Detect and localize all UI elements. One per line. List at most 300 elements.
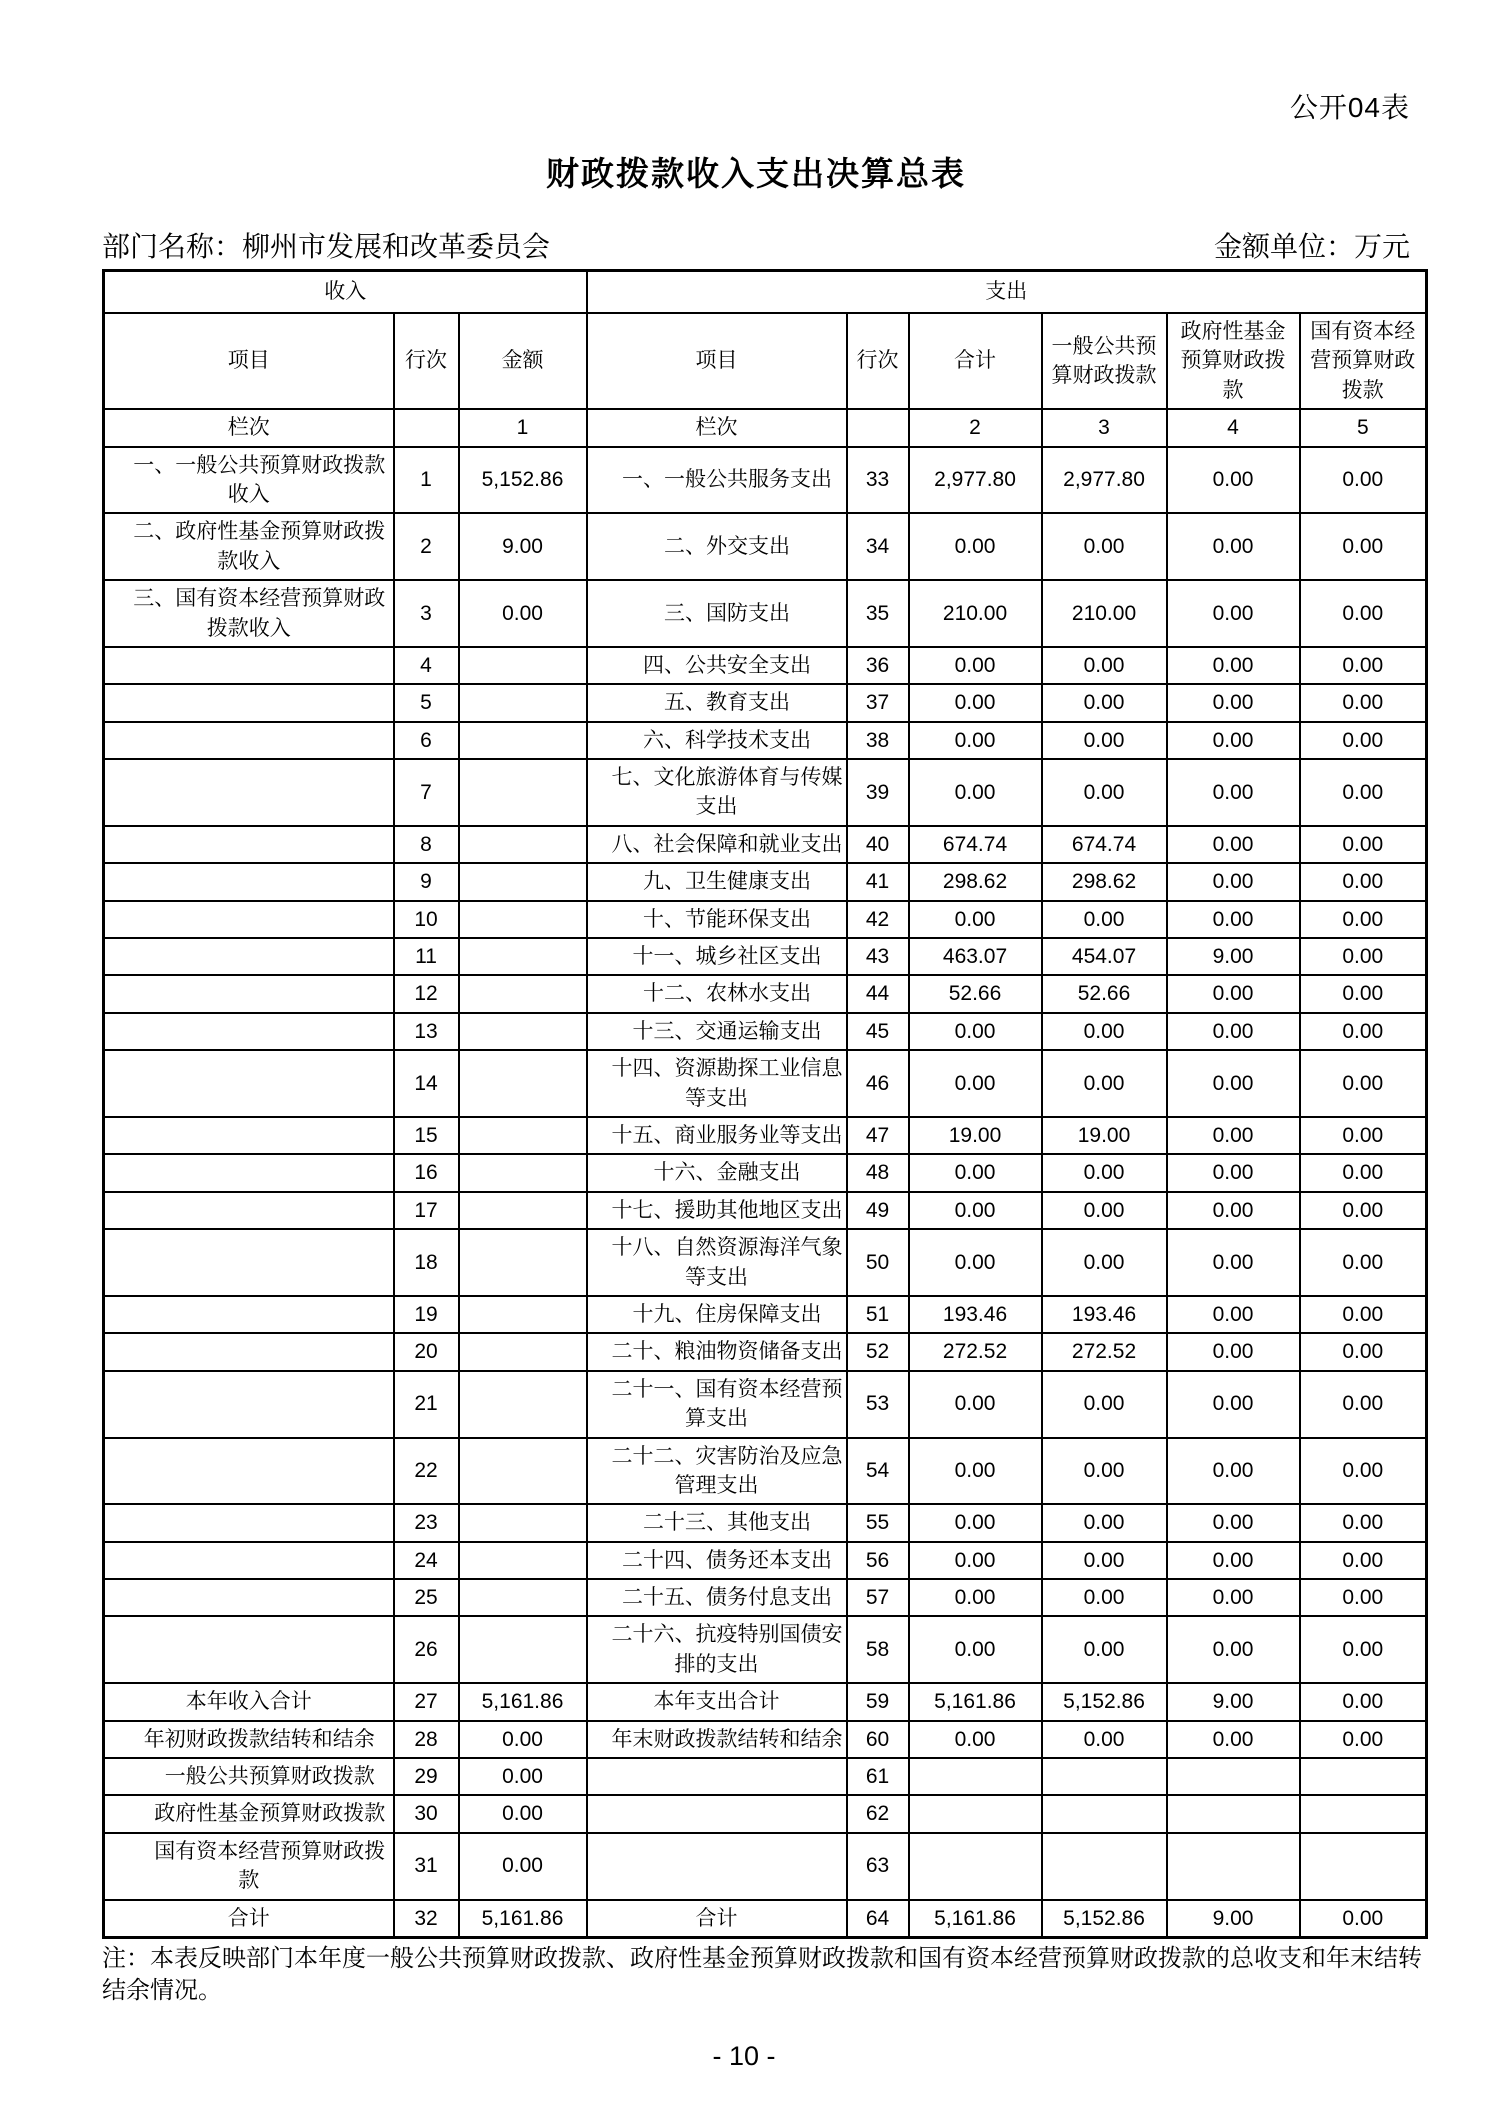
expenditure-state-capital-cell: 0.00 (1300, 975, 1427, 1012)
income-amount-cell: 0.00 (459, 1833, 587, 1900)
col-header-state-capital: 国有资本经营预算财政拨款 (1300, 313, 1427, 409)
expenditure-general-budget-cell: 0.00 (1042, 1154, 1167, 1191)
col-header-exp-item: 项目 (587, 313, 847, 409)
expenditure-item-cell (587, 1833, 847, 1900)
expenditure-total-cell: 0.00 (909, 684, 1042, 721)
income-amount-cell: 5,152.86 (459, 447, 587, 514)
expenditure-state-capital-cell: 0.00 (1300, 684, 1427, 721)
expenditure-general-budget-cell: 0.00 (1042, 759, 1167, 826)
col-header-income-rowno: 行次 (394, 313, 459, 409)
income-item-cell (104, 1616, 394, 1683)
expenditure-item-cell: 四、公共安全支出 (587, 647, 847, 684)
expenditure-total-cell: 0.00 (909, 1579, 1042, 1616)
income-item-cell: 三、国有资本经营预算财政拨款收入 (104, 580, 394, 647)
index-cell (394, 409, 459, 446)
expenditure-rowno-cell: 49 (847, 1192, 909, 1229)
expenditure-total-cell: 0.00 (909, 513, 1042, 580)
expenditure-state-capital-cell (1300, 1758, 1427, 1795)
expenditure-rowno-cell: 47 (847, 1117, 909, 1154)
expenditure-gov-fund-cell: 0.00 (1167, 1542, 1300, 1579)
expenditure-general-budget-cell: 0.00 (1042, 1013, 1167, 1050)
expenditure-total-cell: 0.00 (909, 1542, 1042, 1579)
income-section-header: 收入 (104, 271, 587, 314)
expenditure-rowno-cell: 57 (847, 1579, 909, 1616)
table-row (104, 1795, 1427, 1832)
expenditure-state-capital-cell: 0.00 (1300, 1050, 1427, 1117)
expenditure-rowno-cell: 60 (847, 1721, 909, 1758)
income-amount-cell: 5,161.86 (459, 1900, 587, 1938)
income-amount-cell: 5,161.86 (459, 1683, 587, 1720)
table-row (104, 1683, 1427, 1720)
expenditure-gov-fund-cell: 0.00 (1167, 447, 1300, 514)
income-amount-cell (459, 1050, 587, 1117)
table-row (104, 759, 1427, 826)
expenditure-general-budget-cell: 0.00 (1042, 513, 1167, 580)
index-cell: 1 (459, 409, 587, 446)
expenditure-rowno-cell: 39 (847, 759, 909, 826)
index-cell: 3 (1042, 409, 1167, 446)
income-item-cell (104, 1579, 394, 1616)
expenditure-state-capital-cell: 0.00 (1300, 722, 1427, 759)
expenditure-total-cell: 19.00 (909, 1117, 1042, 1154)
expenditure-gov-fund-cell: 0.00 (1167, 1154, 1300, 1191)
income-item-cell (104, 826, 394, 863)
expenditure-rowno-cell: 59 (847, 1683, 909, 1720)
expenditure-state-capital-cell: 0.00 (1300, 1154, 1427, 1191)
table-row (104, 901, 1427, 938)
expenditure-general-budget-cell: 0.00 (1042, 647, 1167, 684)
expenditure-item-cell (587, 1758, 847, 1795)
expenditure-gov-fund-cell: 0.00 (1167, 1438, 1300, 1505)
income-item-cell: 一般公共预算财政拨款 (104, 1758, 394, 1795)
table-row (104, 938, 1427, 975)
expenditure-item-cell: 二、外交支出 (587, 513, 847, 580)
expenditure-gov-fund-cell: 0.00 (1167, 1117, 1300, 1154)
income-item-cell (104, 1013, 394, 1050)
expenditure-gov-fund-cell: 0.00 (1167, 863, 1300, 900)
expenditure-state-capital-cell: 0.00 (1300, 863, 1427, 900)
expenditure-total-cell: 5,161.86 (909, 1683, 1042, 1720)
income-amount-cell (459, 1296, 587, 1333)
table-row (104, 863, 1427, 900)
expenditure-general-budget-cell: 674.74 (1042, 826, 1167, 863)
expenditure-item-cell: 五、教育支出 (587, 684, 847, 721)
expenditure-rowno-cell: 48 (847, 1154, 909, 1191)
income-item-cell (104, 647, 394, 684)
table-row (104, 1013, 1427, 1050)
table-row (104, 826, 1427, 863)
expenditure-gov-fund-cell: 0.00 (1167, 1050, 1300, 1117)
expenditure-rowno-cell: 38 (847, 722, 909, 759)
expenditure-item-cell: 十七、援助其他地区支出 (587, 1192, 847, 1229)
expenditure-total-cell (909, 1758, 1042, 1795)
expenditure-total-cell: 2,977.80 (909, 447, 1042, 514)
income-item-cell (104, 1229, 394, 1296)
expenditure-state-capital-cell: 0.00 (1300, 1616, 1427, 1683)
income-amount-cell (459, 1504, 587, 1541)
income-rowno-cell: 24 (394, 1542, 459, 1579)
expenditure-item-cell: 一、一般公共服务支出 (587, 447, 847, 514)
income-item-cell: 一、一般公共预算财政拨款收入 (104, 447, 394, 514)
expenditure-gov-fund-cell (1167, 1833, 1300, 1900)
expenditure-general-budget-cell: 0.00 (1042, 1229, 1167, 1296)
expenditure-general-budget-cell: 210.00 (1042, 580, 1167, 647)
income-amount-cell: 0.00 (459, 1795, 587, 1832)
expenditure-rowno-cell: 61 (847, 1758, 909, 1795)
table-row (104, 513, 1427, 580)
table-row (104, 1050, 1427, 1117)
income-item-cell (104, 1154, 394, 1191)
table-row (104, 447, 1427, 514)
table-row (104, 1229, 1427, 1296)
expenditure-state-capital-cell (1300, 1795, 1427, 1832)
expenditure-gov-fund-cell: 0.00 (1167, 1296, 1300, 1333)
income-item-cell (104, 1438, 394, 1505)
income-amount-cell (459, 975, 587, 1012)
income-amount-cell (459, 1438, 587, 1505)
income-rowno-cell: 28 (394, 1721, 459, 1758)
expenditure-item-cell: 十八、自然资源海洋气象等支出 (587, 1229, 847, 1296)
expenditure-item-cell: 三、国防支出 (587, 580, 847, 647)
expenditure-state-capital-cell: 0.00 (1300, 513, 1427, 580)
expenditure-item-cell: 二十五、债务付息支出 (587, 1579, 847, 1616)
income-amount-cell (459, 863, 587, 900)
expenditure-rowno-cell: 33 (847, 447, 909, 514)
expenditure-rowno-cell: 51 (847, 1296, 909, 1333)
expenditure-gov-fund-cell (1167, 1795, 1300, 1832)
expenditure-total-cell: 674.74 (909, 826, 1042, 863)
expenditure-rowno-cell: 44 (847, 975, 909, 1012)
expenditure-gov-fund-cell: 0.00 (1167, 580, 1300, 647)
income-rowno-cell: 19 (394, 1296, 459, 1333)
income-item-cell (104, 863, 394, 900)
income-item-cell: 合计 (104, 1900, 394, 1938)
budget-table (102, 269, 1428, 1939)
meta-row (102, 225, 1410, 265)
expenditure-section-header: 支出 (587, 271, 1427, 314)
expenditure-gov-fund-cell: 0.00 (1167, 1192, 1300, 1229)
page-title: 财政拨款收入支出决算总表 (546, 155, 966, 192)
income-amount-cell (459, 647, 587, 684)
expenditure-state-capital-cell: 0.00 (1300, 1013, 1427, 1050)
table-row (104, 1438, 1427, 1505)
expenditure-total-cell (909, 1833, 1042, 1900)
expenditure-rowno-cell: 55 (847, 1504, 909, 1541)
income-item-cell: 二、政府性基金预算财政拨款收入 (104, 513, 394, 580)
income-rowno-cell: 26 (394, 1616, 459, 1683)
expenditure-state-capital-cell: 0.00 (1300, 826, 1427, 863)
expenditure-general-budget-cell: 0.00 (1042, 1192, 1167, 1229)
expenditure-rowno-cell: 64 (847, 1900, 909, 1938)
expenditure-item-cell: 十三、交通运输支出 (587, 1013, 847, 1050)
income-rowno-cell: 9 (394, 863, 459, 900)
expenditure-gov-fund-cell (1167, 1758, 1300, 1795)
expenditure-total-cell: 298.62 (909, 863, 1042, 900)
expenditure-gov-fund-cell: 0.00 (1167, 1579, 1300, 1616)
income-amount-cell (459, 826, 587, 863)
income-amount-cell: 0.00 (459, 1758, 587, 1795)
expenditure-state-capital-cell (1300, 1833, 1427, 1900)
table-row (104, 1504, 1427, 1541)
expenditure-rowno-cell: 43 (847, 938, 909, 975)
expenditure-general-budget-cell (1042, 1758, 1167, 1795)
income-item-cell (104, 901, 394, 938)
expenditure-state-capital-cell: 0.00 (1300, 1229, 1427, 1296)
income-item-cell (104, 1050, 394, 1117)
expenditure-state-capital-cell: 0.00 (1300, 1721, 1427, 1758)
income-rowno-cell: 2 (394, 513, 459, 580)
expenditure-total-cell: 0.00 (909, 1229, 1042, 1296)
expenditure-general-budget-cell: 272.52 (1042, 1333, 1167, 1370)
income-amount-cell (459, 1616, 587, 1683)
expenditure-gov-fund-cell: 0.00 (1167, 1013, 1300, 1050)
expenditure-item-cell: 本年支出合计 (587, 1683, 847, 1720)
expenditure-general-budget-cell: 0.00 (1042, 901, 1167, 938)
expenditure-general-budget-cell (1042, 1795, 1167, 1832)
income-item-cell (104, 759, 394, 826)
expenditure-total-cell: 0.00 (909, 1154, 1042, 1191)
expenditure-total-cell: 0.00 (909, 1050, 1042, 1117)
income-amount-cell (459, 1371, 587, 1438)
expenditure-state-capital-cell: 0.00 (1300, 1438, 1427, 1505)
expenditure-total-cell: 0.00 (909, 1504, 1042, 1541)
expenditure-item-cell: 二十三、其他支出 (587, 1504, 847, 1541)
expenditure-general-budget-cell: 0.00 (1042, 1438, 1167, 1505)
expenditure-rowno-cell: 56 (847, 1542, 909, 1579)
income-rowno-cell: 3 (394, 580, 459, 647)
expenditure-rowno-cell: 52 (847, 1333, 909, 1370)
expenditure-general-budget-cell: 0.00 (1042, 1721, 1167, 1758)
expenditure-general-budget-cell: 5,152.86 (1042, 1683, 1167, 1720)
expenditure-state-capital-cell: 0.00 (1300, 1192, 1427, 1229)
income-rowno-cell: 27 (394, 1683, 459, 1720)
income-rowno-cell: 8 (394, 826, 459, 863)
expenditure-total-cell: 5,161.86 (909, 1900, 1042, 1938)
doc-label: 公开04表 (1289, 92, 1410, 123)
expenditure-gov-fund-cell: 0.00 (1167, 647, 1300, 684)
expenditure-gov-fund-cell: 0.00 (1167, 722, 1300, 759)
table-row (104, 722, 1427, 759)
index-cell (847, 409, 909, 446)
column-header-row (104, 313, 1427, 409)
expenditure-general-budget-cell: 0.00 (1042, 1616, 1167, 1683)
expenditure-total-cell: 272.52 (909, 1333, 1042, 1370)
expenditure-gov-fund-cell: 0.00 (1167, 1371, 1300, 1438)
table-row (104, 1721, 1427, 1758)
table-row (104, 1333, 1427, 1370)
expenditure-item-cell: 二十六、抗疫特别国债安排的支出 (587, 1616, 847, 1683)
income-rowno-cell: 7 (394, 759, 459, 826)
expenditure-general-budget-cell: 0.00 (1042, 684, 1167, 721)
income-rowno-cell: 12 (394, 975, 459, 1012)
income-amount-cell (459, 1013, 587, 1050)
income-rowno-cell: 15 (394, 1117, 459, 1154)
expenditure-state-capital-cell: 0.00 (1300, 647, 1427, 684)
col-header-income-amount: 金额 (459, 313, 587, 409)
income-amount-cell (459, 1154, 587, 1191)
expenditure-gov-fund-cell: 0.00 (1167, 901, 1300, 938)
expenditure-general-budget-cell: 0.00 (1042, 722, 1167, 759)
expenditure-state-capital-cell: 0.00 (1300, 1296, 1427, 1333)
expenditure-total-cell: 0.00 (909, 901, 1042, 938)
income-amount-cell (459, 1117, 587, 1154)
expenditure-gov-fund-cell: 0.00 (1167, 975, 1300, 1012)
expenditure-item-cell: 合计 (587, 1900, 847, 1938)
expenditure-state-capital-cell: 0.00 (1300, 1504, 1427, 1541)
income-amount-cell (459, 938, 587, 975)
expenditure-item-cell: 十九、住房保障支出 (587, 1296, 847, 1333)
page-number: - 10 - (712, 2041, 776, 2071)
income-item-cell: 国有资本经营预算财政拨款 (104, 1833, 394, 1900)
expenditure-state-capital-cell: 0.00 (1300, 759, 1427, 826)
income-item-cell: 本年收入合计 (104, 1683, 394, 1720)
expenditure-item-cell: 二十、粮油物资储备支出 (587, 1333, 847, 1370)
income-rowno-cell: 32 (394, 1900, 459, 1938)
income-amount-cell (459, 684, 587, 721)
table-row (104, 1371, 1427, 1438)
expenditure-rowno-cell: 46 (847, 1050, 909, 1117)
table-row (104, 580, 1427, 647)
expenditure-total-cell: 0.00 (909, 759, 1042, 826)
index-cell: 栏次 (587, 409, 847, 446)
expenditure-state-capital-cell: 0.00 (1300, 1333, 1427, 1370)
expenditure-rowno-cell: 40 (847, 826, 909, 863)
col-header-exp-rowno: 行次 (847, 313, 909, 409)
income-rowno-cell: 22 (394, 1438, 459, 1505)
table-row (104, 1758, 1427, 1795)
expenditure-general-budget-cell: 298.62 (1042, 863, 1167, 900)
income-rowno-cell: 1 (394, 447, 459, 514)
income-item-cell: 政府性基金预算财政拨款 (104, 1795, 394, 1832)
expenditure-total-cell: 193.46 (909, 1296, 1042, 1333)
expenditure-rowno-cell: 34 (847, 513, 909, 580)
expenditure-total-cell: 0.00 (909, 1371, 1042, 1438)
index-cell: 5 (1300, 409, 1427, 446)
income-amount-cell (459, 1579, 587, 1616)
income-rowno-cell: 30 (394, 1795, 459, 1832)
table-row (104, 684, 1427, 721)
income-item-cell (104, 1192, 394, 1229)
table-row (104, 1900, 1427, 1938)
expenditure-total-cell: 52.66 (909, 975, 1042, 1012)
expenditure-total-cell: 0.00 (909, 1721, 1042, 1758)
expenditure-rowno-cell: 41 (847, 863, 909, 900)
index-cell: 栏次 (104, 409, 394, 446)
expenditure-rowno-cell: 37 (847, 684, 909, 721)
table-row (104, 1579, 1427, 1616)
income-amount-cell (459, 759, 587, 826)
expenditure-item-cell: 六、科学技术支出 (587, 722, 847, 759)
col-header-exp-total: 合计 (909, 313, 1042, 409)
expenditure-total-cell (909, 1795, 1042, 1832)
expenditure-item-cell: 二十四、债务还本支出 (587, 1542, 847, 1579)
income-rowno-cell: 14 (394, 1050, 459, 1117)
income-rowno-cell: 20 (394, 1333, 459, 1370)
expenditure-rowno-cell: 45 (847, 1013, 909, 1050)
income-amount-cell (459, 1542, 587, 1579)
expenditure-state-capital-cell: 0.00 (1300, 1117, 1427, 1154)
income-amount-cell (459, 722, 587, 759)
index-cell: 4 (1167, 409, 1300, 446)
expenditure-gov-fund-cell: 0.00 (1167, 1504, 1300, 1541)
expenditure-rowno-cell: 42 (847, 901, 909, 938)
expenditure-item-cell: 十二、农林水支出 (587, 975, 847, 1012)
expenditure-general-budget-cell: 5,152.86 (1042, 1900, 1167, 1938)
expenditure-general-budget-cell: 0.00 (1042, 1542, 1167, 1579)
income-amount-cell: 0.00 (459, 580, 587, 647)
section-header-row (104, 271, 1427, 314)
expenditure-gov-fund-cell: 0.00 (1167, 1616, 1300, 1683)
expenditure-rowno-cell: 53 (847, 1371, 909, 1438)
expenditure-state-capital-cell: 0.00 (1300, 938, 1427, 975)
col-header-gov-fund: 政府性基金预算财政拨款 (1167, 313, 1300, 409)
income-rowno-cell: 25 (394, 1579, 459, 1616)
income-item-cell (104, 1504, 394, 1541)
table-row (104, 1616, 1427, 1683)
expenditure-state-capital-cell: 0.00 (1300, 580, 1427, 647)
expenditure-gov-fund-cell: 9.00 (1167, 1683, 1300, 1720)
expenditure-state-capital-cell: 0.00 (1300, 1900, 1427, 1938)
expenditure-rowno-cell: 36 (847, 647, 909, 684)
expenditure-item-cell: 十、节能环保支出 (587, 901, 847, 938)
income-rowno-cell: 17 (394, 1192, 459, 1229)
income-rowno-cell: 10 (394, 901, 459, 938)
expenditure-general-budget-cell: 0.00 (1042, 1579, 1167, 1616)
expenditure-gov-fund-cell: 0.00 (1167, 684, 1300, 721)
expenditure-state-capital-cell: 0.00 (1300, 1683, 1427, 1720)
income-amount-cell (459, 1192, 587, 1229)
expenditure-gov-fund-cell: 0.00 (1167, 1721, 1300, 1758)
expenditure-rowno-cell: 63 (847, 1833, 909, 1900)
income-item-cell (104, 1371, 394, 1438)
expenditure-gov-fund-cell: 0.00 (1167, 759, 1300, 826)
expenditure-item-cell: 年末财政拨款结转和结余 (587, 1721, 847, 1758)
income-rowno-cell: 4 (394, 647, 459, 684)
expenditure-item-cell: 十四、资源勘探工业信息等支出 (587, 1050, 847, 1117)
income-item-cell (104, 938, 394, 975)
expenditure-item-cell: 十五、商业服务业等支出 (587, 1117, 847, 1154)
income-amount-cell: 9.00 (459, 513, 587, 580)
expenditure-item-cell: 二十一、国有资本经营预算支出 (587, 1371, 847, 1438)
expenditure-state-capital-cell: 0.00 (1300, 901, 1427, 938)
expenditure-rowno-cell: 62 (847, 1795, 909, 1832)
expenditure-total-cell: 210.00 (909, 580, 1042, 647)
income-rowno-cell: 5 (394, 684, 459, 721)
income-item-cell (104, 722, 394, 759)
expenditure-gov-fund-cell: 9.00 (1167, 1900, 1300, 1938)
income-rowno-cell: 29 (394, 1758, 459, 1795)
income-rowno-cell: 16 (394, 1154, 459, 1191)
expenditure-state-capital-cell: 0.00 (1300, 447, 1427, 514)
income-amount-cell (459, 1229, 587, 1296)
index-row (104, 409, 1427, 446)
income-rowno-cell: 6 (394, 722, 459, 759)
income-item-cell (104, 1333, 394, 1370)
expenditure-item-cell: 十一、城乡社区支出 (587, 938, 847, 975)
income-rowno-cell: 31 (394, 1833, 459, 1900)
table-row (104, 1542, 1427, 1579)
expenditure-total-cell: 0.00 (909, 1192, 1042, 1229)
income-item-cell (104, 975, 394, 1012)
expenditure-rowno-cell: 54 (847, 1438, 909, 1505)
expenditure-general-budget-cell: 0.00 (1042, 1371, 1167, 1438)
expenditure-state-capital-cell: 0.00 (1300, 1542, 1427, 1579)
table-row (104, 1192, 1427, 1229)
expenditure-total-cell: 0.00 (909, 722, 1042, 759)
table-row (104, 975, 1427, 1012)
expenditure-gov-fund-cell: 0.00 (1167, 1229, 1300, 1296)
table-row (104, 647, 1427, 684)
